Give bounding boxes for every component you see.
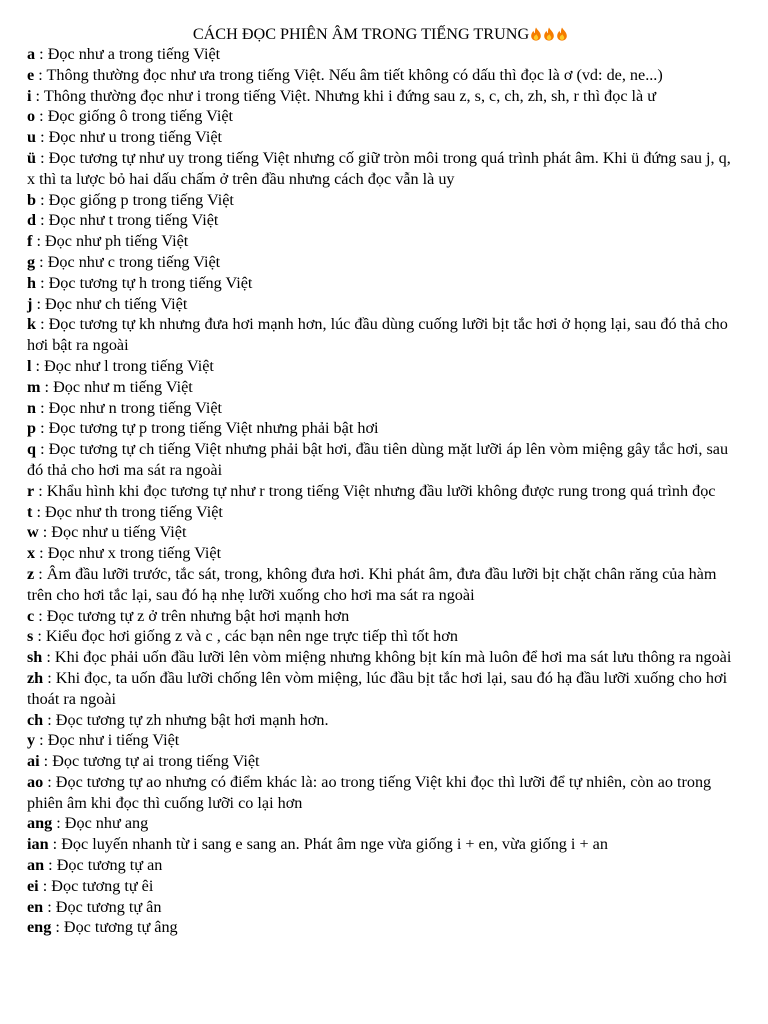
list-item xyxy=(27,439,734,481)
entry-text: Âm đầu lưỡi trước, tắc sát, trong, không đưa hơi. Khi phát âm, đưa đầu lưỡi bịt chặt chân răng của hàm trên cho hơi tắc lại, sau đó hạ nhẹ lưỡi xuống cho hơi ma sát ra ngoài xyxy=(27,564,717,604)
entry-text: Đọc tương tự zh nhưng bật hơi mạnh hơn. xyxy=(55,710,329,729)
entry-key: g xyxy=(27,252,36,271)
list-item xyxy=(27,418,734,439)
entry-key: ü xyxy=(27,148,37,167)
list-item xyxy=(27,813,734,834)
entry-separator: : xyxy=(43,710,56,729)
entry-key: j xyxy=(27,294,33,313)
entry-separator: : xyxy=(40,377,54,396)
list-item xyxy=(27,772,734,814)
entry-text: Khi đọc, ta uốn đầu lưỡi chống lên vòm miệng, lúc đầu bịt tắc hơi lại, sau đó hạ đầu lưỡi xuống cho hơi thoát ra ngoài xyxy=(27,668,728,708)
list-item xyxy=(27,917,734,938)
entry-key: e xyxy=(27,65,35,84)
entry-separator: : xyxy=(36,419,49,438)
entry-separator: : xyxy=(32,294,45,313)
entry-key: w xyxy=(27,523,39,542)
list-item xyxy=(27,668,734,710)
entry-key: en xyxy=(27,897,44,916)
entry-separator: : xyxy=(43,772,56,791)
entry-separator: : xyxy=(32,502,45,521)
entry-text: Đọc tương tự z ở trên nhưng bật hơi mạnh hơn xyxy=(46,606,350,625)
document-title xyxy=(27,24,734,44)
entry-text: Đọc tương tự như uy trong tiếng Việt nhưng cố giữ tròn môi trong quá trình phát âm. Khi ü đứng sau j, q, x thì ta lược bỏ hai dấu chấm ở trên đầu nhưng cách đọc vẫn là uy xyxy=(27,148,731,188)
entry-separator: : xyxy=(31,356,45,375)
entry-separator: : xyxy=(31,86,44,105)
entry-key: q xyxy=(27,440,37,459)
list-item xyxy=(27,44,734,65)
entry-separator: : xyxy=(36,128,49,147)
entry-separator: : xyxy=(42,648,55,667)
entry-key: b xyxy=(27,190,37,209)
entry-separator: : xyxy=(34,564,47,583)
entry-key: l xyxy=(27,356,32,375)
entry-separator: : xyxy=(39,752,53,771)
entry-text: Đọc tương tự ch tiếng Việt nhưng phải bật hơi, đầu tiên dùng mặt lưỡi áp lên vòm miệng gây tắc hơi, sau đó thả cho hơi ma sát ra ngoài xyxy=(27,440,729,479)
list-item xyxy=(27,626,734,647)
list-item xyxy=(27,751,734,772)
entry-text: Đọc tương tự kh nhưng đưa hơi mạnh hơn, lúc đầu dùng cuống lưỡi bịt tắc hơi ở họng lại, sau đó thả cho hơi bật ra ngoài xyxy=(27,315,728,355)
list-item xyxy=(27,127,734,148)
entry-key: x xyxy=(27,544,36,563)
entry-text: Đọc như n trong tiếng Việt xyxy=(48,398,223,417)
entry-text: Đọc như i tiếng Việt xyxy=(47,731,180,750)
list-item xyxy=(27,730,734,751)
entry-key: ch xyxy=(27,710,44,729)
entry-key: c xyxy=(27,606,35,625)
entry-key: d xyxy=(27,211,37,230)
entry-separator: : xyxy=(32,232,45,251)
entry-text: Đọc luyến nhanh từ i sang e sang an. Phát âm nge vừa giống i + en, vừa giống i + an xyxy=(61,835,608,854)
entry-text: Kiểu đọc hơi giống z và c , các bạn nên nge trực tiếp thì tốt hơn xyxy=(45,627,458,646)
list-item xyxy=(27,897,734,918)
entry-text: Đọc giống p trong tiếng Việt xyxy=(48,190,234,209)
list-item xyxy=(27,294,734,315)
entry-key: ian xyxy=(27,835,49,854)
list-item xyxy=(27,834,734,855)
list-item xyxy=(27,564,734,606)
entry-separator: : xyxy=(35,544,48,563)
entry-separator: : xyxy=(36,398,49,417)
entry-separator: : xyxy=(38,876,52,895)
entry-text: Đọc như ch tiếng Việt xyxy=(44,294,188,313)
list-item xyxy=(27,876,734,897)
entry-key: i xyxy=(27,86,32,105)
entry-key: a xyxy=(27,45,36,63)
list-item xyxy=(27,710,734,731)
entry-key: y xyxy=(27,731,36,750)
entry-separator: : xyxy=(36,315,49,334)
entry-key: t xyxy=(27,502,33,521)
entry-text: Đọc như ang xyxy=(64,814,149,833)
entry-text: Đọc tương tự h trong tiếng Việt xyxy=(48,273,253,292)
entry-text: Đọc tương tự an xyxy=(56,856,163,875)
list-item xyxy=(27,522,734,543)
entry-separator: : xyxy=(43,897,56,916)
list-item xyxy=(27,356,734,377)
entry-text: Đọc như u trong tiếng Việt xyxy=(48,128,223,147)
list-item xyxy=(27,273,734,294)
entry-text: Đọc tương tự ao nhưng có điểm khác là: ao trong tiếng Việt khi đọc thì lưỡi để tự nhiên, còn ao trong phiên âm khi đọc thì cuống lưỡi co lại hơn xyxy=(27,772,712,812)
entry-key: ao xyxy=(27,772,44,791)
entry-key: h xyxy=(27,273,37,292)
entry-text: Đọc tương tự ân xyxy=(55,897,162,916)
entry-key: an xyxy=(27,856,45,875)
entry-separator: : xyxy=(36,148,49,167)
list-item xyxy=(27,855,734,876)
entry-separator: : xyxy=(36,440,49,459)
list-item xyxy=(27,210,734,231)
entry-separator: : xyxy=(52,814,65,833)
entry-key: n xyxy=(27,398,37,417)
entry-text: Đọc tương tự âng xyxy=(63,918,178,937)
entry-separator: : xyxy=(48,835,62,854)
entry-separator: : xyxy=(44,856,57,875)
entry-separator: : xyxy=(36,273,49,292)
entry-text: Đọc như x trong tiếng Việt xyxy=(47,544,222,563)
entry-text: Khẩu hình khi đọc tương tự như r trong tiếng Việt nhưng đầu lưỡi không được rung trong quá trình đọc xyxy=(46,481,716,500)
list-item xyxy=(27,647,734,668)
document-title-text: CÁCH ĐỌC PHIÊN ÂM TRONG TIẾNG TRUNG xyxy=(192,25,530,43)
entry-key: p xyxy=(27,419,37,438)
entry-text: Đọc như u tiếng Việt xyxy=(51,523,187,542)
entry-text: Đọc như m tiếng Việt xyxy=(53,377,193,396)
entry-key: sh xyxy=(27,648,43,667)
fire-icon xyxy=(530,27,542,41)
list-item xyxy=(27,377,734,398)
entry-text: Đọc như a trong tiếng Việt xyxy=(47,45,221,63)
entry-key: ai xyxy=(27,752,40,771)
list-item xyxy=(27,86,734,107)
list-item xyxy=(27,106,734,127)
list-item xyxy=(27,606,734,627)
entry-separator: : xyxy=(35,731,48,750)
entry-key: zh xyxy=(27,668,44,687)
entry-key: eng xyxy=(27,918,52,937)
entry-key: ang xyxy=(27,814,53,833)
entry-separator: : xyxy=(36,190,49,209)
entry-text: Thông thường đọc như i trong tiếng Việt. Nhưng khi i đứng sau z, s, c, ch, zh, sh, r thì đọc là ư xyxy=(43,86,657,105)
entry-separator: : xyxy=(43,668,56,687)
entry-key: m xyxy=(27,377,41,396)
list-item xyxy=(27,231,734,252)
list-item xyxy=(27,543,734,564)
entry-text: Đọc như th trong tiếng Việt xyxy=(44,502,223,521)
list-item xyxy=(27,481,734,502)
entry-text: Thông thường đọc như ưa trong tiếng Việt. Nếu âm tiết không có dấu thì đọc là ơ (vd: de, ne...) xyxy=(46,65,663,84)
list-item xyxy=(27,502,734,523)
entry-text: Đọc như c trong tiếng Việt xyxy=(47,252,221,271)
entry-text: Khi đọc phải uốn đầu lưỡi lên vòm miệng nhưng không bịt kín mà luôn để hơi ma sát lưu thông ra ngoài xyxy=(54,648,732,667)
entry-key: z xyxy=(27,564,35,583)
entry-text: Đọc như l trong tiếng Việt xyxy=(44,356,214,375)
pronunciation-list xyxy=(27,44,734,938)
list-item xyxy=(27,65,734,86)
entry-key: r xyxy=(27,481,35,500)
list-item xyxy=(27,398,734,419)
entry-separator: : xyxy=(33,627,46,646)
entry-key: o xyxy=(27,107,36,126)
entry-text: Đọc giống ô trong tiếng Việt xyxy=(47,107,233,126)
entry-key: u xyxy=(27,128,37,147)
fire-icon xyxy=(556,27,568,41)
entry-separator: : xyxy=(38,523,52,542)
entry-separator: : xyxy=(34,481,47,500)
list-item xyxy=(27,148,734,190)
entry-text: Đọc như ph tiếng Việt xyxy=(44,232,189,251)
entry-separator: : xyxy=(35,252,48,271)
entry-text: Đọc như t trong tiếng Việt xyxy=(48,211,219,230)
entry-text: Đọc tương tự p trong tiếng Việt nhưng phải bật hơi xyxy=(48,419,379,438)
entry-separator: : xyxy=(51,918,64,937)
list-item xyxy=(27,252,734,273)
entry-key: ei xyxy=(27,876,39,895)
entry-separator: : xyxy=(34,606,47,625)
entry-separator: : xyxy=(35,107,48,126)
entry-key: s xyxy=(27,627,34,646)
entry-text: Đọc tương tự ai trong tiếng Việt xyxy=(52,752,260,771)
entry-key: f xyxy=(27,232,33,251)
entry-separator: : xyxy=(35,45,48,63)
list-item xyxy=(27,314,734,356)
entry-separator: : xyxy=(34,65,47,84)
entry-text: Đọc tương tự êi xyxy=(51,876,154,895)
list-item xyxy=(27,190,734,211)
fire-icon xyxy=(543,27,555,41)
entry-key: k xyxy=(27,315,37,334)
entry-separator: : xyxy=(36,211,49,230)
